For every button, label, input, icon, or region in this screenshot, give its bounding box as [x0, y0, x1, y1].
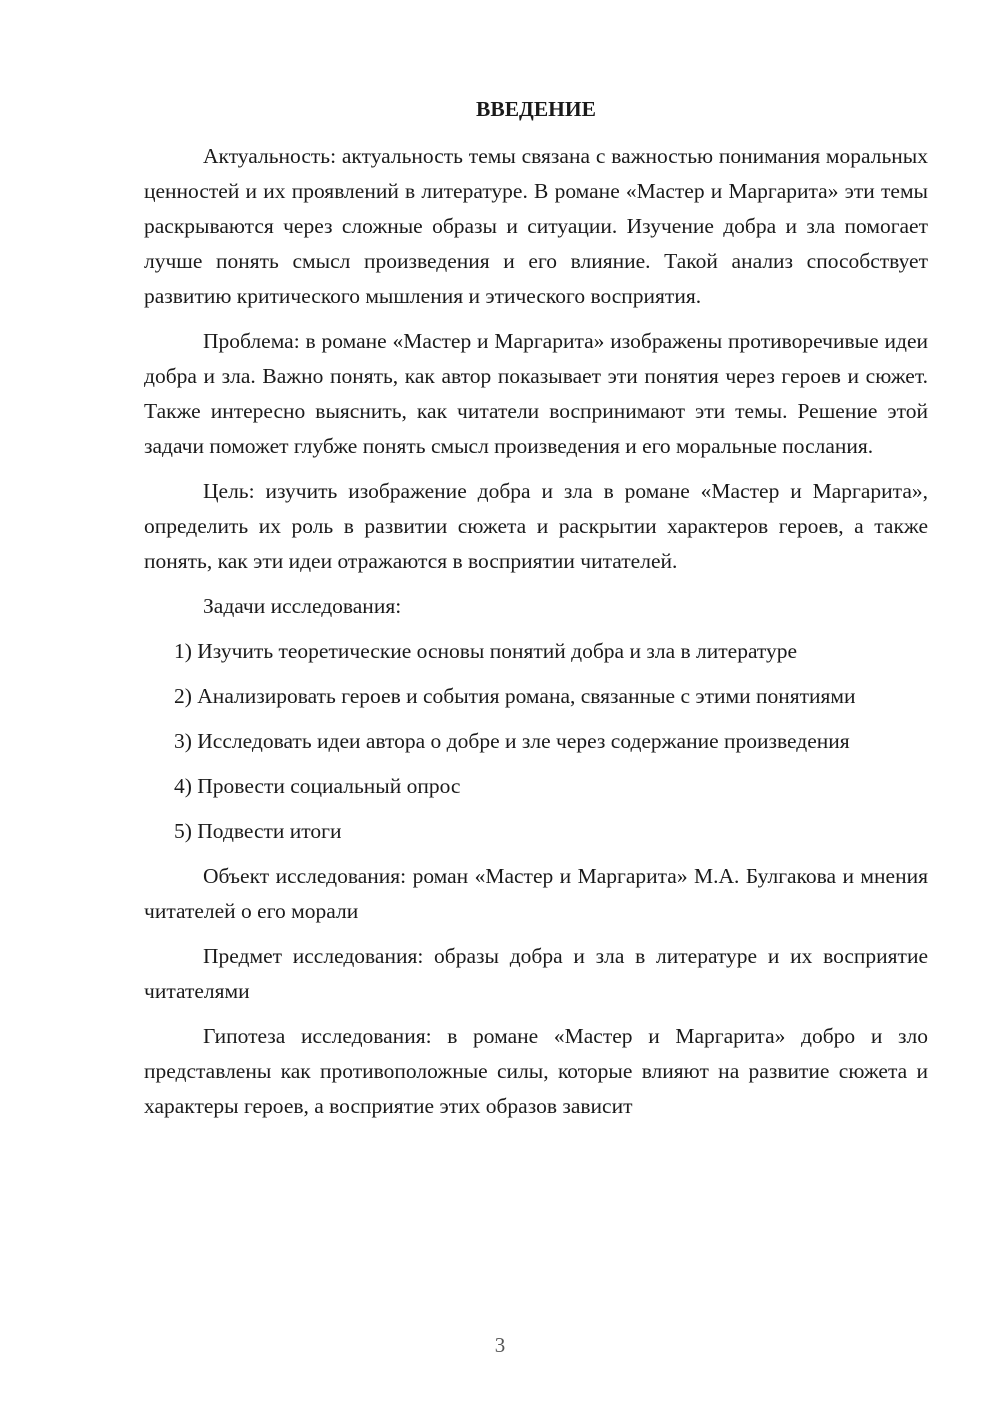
paragraph-relevance: Актуальность: актуальность темы связана с важностью понимания моральных ценностей и их проявлений в литературе. В романе «Мастер и Маргарита» эти темы раскрываются через сложные образы и ситуации. Изучение добра и зла помогает лучше понять смысл произведения и его влияние. Такой анализ способствует развитию критического мышления и этического восприятия.	[144, 144, 928, 308]
paragraph-tasks-heading: Задачи исследования:	[203, 594, 402, 618]
paragraph-hypothesis: Гипотеза исследования: в романе «Мастер и Маргарита» добро и зло представлены как противоположные силы, которые влияют на развитие сюжета и характеры героев, а восприятие этих образов зависит	[144, 1024, 928, 1118]
task-item-5: 5) Подвести итоги	[174, 819, 342, 843]
section-title: ВВЕДЕНИЕ	[476, 97, 596, 121]
page-body	[144, 92, 928, 1134]
task-item-4: 4) Провести социальный опрос	[174, 774, 461, 798]
paragraph-object: Объект исследования: роман «Мастер и Маргарита» М.А. Булгакова и мнения читателей о его морали	[144, 864, 928, 923]
task-item-3: 3) Исследовать идеи автора о добре и зле через содержание произведения	[174, 729, 850, 753]
paragraph-subject: Предмет исследования: образы добра и зла в литературе и их восприятие читателями	[144, 944, 928, 1003]
task-item-1: 1) Изучить теоретические основы понятий добра и зла в литературе	[174, 639, 798, 663]
paragraph-problem: Проблема: в романе «Мастер и Маргарита» изображены противоречивые идеи добра и зла. Важно понять, как автор показывает эти понятия через героев и сюжет. Также интересно выяснить, как читатели воспринимают эти темы. Решение этой задачи поможет глубже понять смысл произведения и его моральные послания.	[144, 329, 928, 458]
page-number: 3	[494, 1333, 506, 1357]
task-item-2: 2) Анализировать героев и события романа, связанные с этими понятиями	[174, 684, 856, 708]
paragraph-goal: Цель: изучить изображение добра и зла в романе «Мастер и Маргарита», определить их роль в развитии сюжета и раскрытии характеров героев, а также понять, как эти идеи отражаются в восприятии читателей.	[144, 479, 928, 573]
